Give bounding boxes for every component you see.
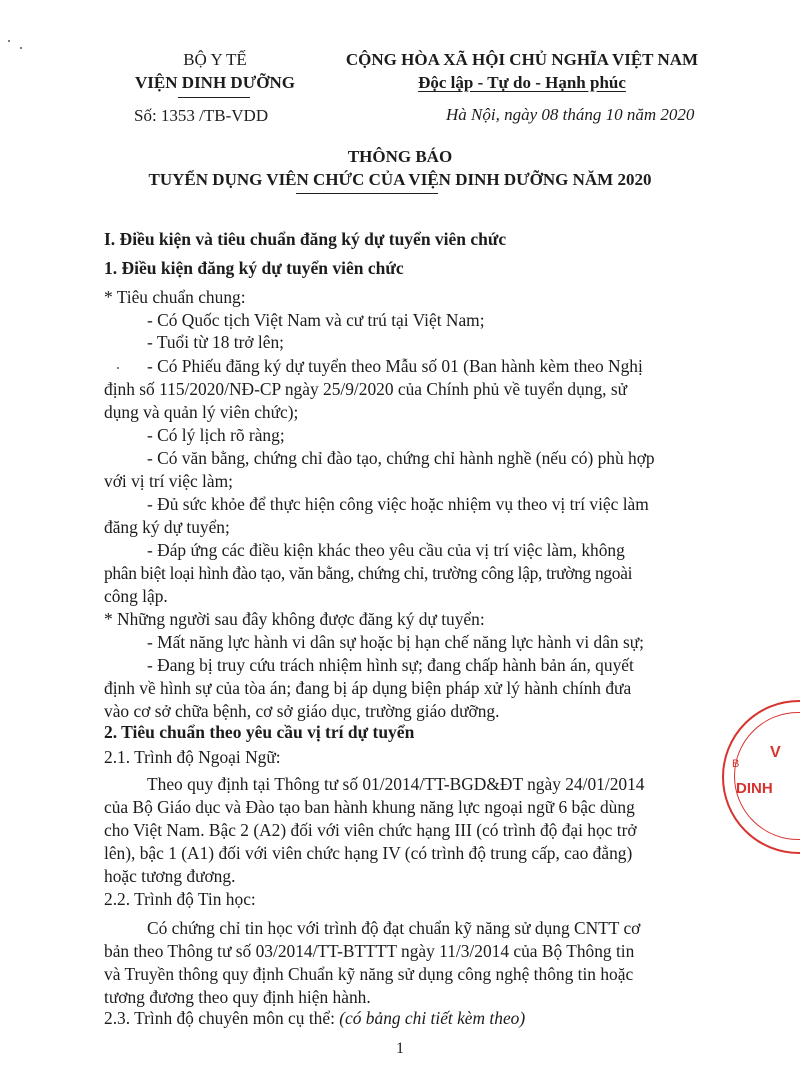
paragraph-line: - Tuổi từ 18 trở lên; bbox=[147, 332, 284, 352]
institute-underline bbox=[178, 97, 250, 98]
paragraph-line: 2.2. Trình độ Tin học: bbox=[104, 889, 256, 909]
subsection-heading-1: 1. Điều kiện đăng ký dự tuyển viên chức bbox=[104, 258, 404, 278]
paragraph-line: công lập. bbox=[104, 586, 168, 606]
scan-speck bbox=[117, 367, 119, 369]
notice-title: THÔNG BÁO bbox=[347, 147, 453, 166]
paragraph-line: của Bộ Giáo dục và Đào tạo ban hành khung năng lực ngoại ngữ 6 bậc dùng bbox=[104, 797, 635, 817]
paragraph-line: hoặc tương đương. bbox=[104, 866, 236, 886]
notice-subtitle: TUYỂN DỤNG VIÊN CHỨC CỦA VIỆN DINH DƯỠNG NĂM 2020 bbox=[148, 170, 652, 189]
paragraph-line: - Đáp ứng các điều kiện khác theo yêu cầu của vị trí việc làm, không bbox=[147, 540, 625, 560]
stamp-inner-ring bbox=[734, 712, 800, 840]
paragraph-line: và Truyền thông quy định Chuẩn kỹ năng sử dụng công nghệ thông tin hoặc bbox=[104, 964, 634, 984]
paragraph-line: định số 115/2020/NĐ-CP ngày 25/9/2020 của Chính phủ về tuyển dụng, sử bbox=[104, 379, 628, 399]
paragraph-line: * Tiêu chuẩn chung: bbox=[104, 287, 246, 307]
title-underline bbox=[296, 193, 438, 194]
paragraph-line: * Những người sau đây không được đăng ký dự tuyển: bbox=[104, 609, 485, 629]
official-stamp bbox=[722, 700, 800, 854]
paragraph-line: - Mất năng lực hành vi dân sự hoặc bị hạn chế năng lực hành vi dân sự; bbox=[147, 632, 644, 652]
paragraph-line: đăng ký dự tuyển; bbox=[104, 517, 230, 537]
paragraph-line: lên), bậc 1 (A1) đối với viên chức hạng IV (có trình độ trung cấp, cao đẳng) bbox=[104, 843, 633, 863]
subsection-heading-2: 2. Tiêu chuẩn theo yêu cầu vị trí dự tuyển bbox=[104, 722, 415, 742]
country-name: CỘNG HÒA XÃ HỘI CHỦ NGHĨA VIỆT NAM bbox=[345, 50, 699, 69]
section-heading-1: I. Điều kiện và tiêu chuẩn đăng ký dự tuyển viên chức bbox=[104, 229, 507, 249]
paragraph-line: vào cơ sở chữa bệnh, cơ sở giáo dục, trường giáo dưỡng. bbox=[104, 701, 500, 721]
paragraph-line: - Có Phiếu đăng ký dự tuyển theo Mẫu số 01 (Ban hành kèm theo Nghị bbox=[147, 356, 643, 376]
stamp-letter-left: B bbox=[732, 758, 740, 770]
paragraph-line: Có chứng chỉ tin học với trình độ đạt chuẩn kỹ năng sử dụng CNTT cơ bbox=[147, 918, 641, 938]
paragraph-line bbox=[104, 1008, 525, 1029]
subsection-label: 2.3. Trình độ chuyên môn cụ thể: bbox=[104, 1008, 340, 1028]
page-number: 1 bbox=[396, 1040, 404, 1057]
paragraph-line: với vị trí việc làm; bbox=[104, 471, 233, 491]
paragraph-line: phân biệt loại hình đào tạo, văn bằng, chứng chỉ, trường công lập, trường ngoài bbox=[104, 563, 633, 583]
paragraph-line: - Đang bị truy cứu trách nhiệm hình sự; đang chấp hành bản án, quyết bbox=[147, 655, 634, 675]
ministry-name: BỘ Y TẾ bbox=[183, 50, 247, 69]
paragraph-line: - Có lý lịch rõ ràng; bbox=[147, 425, 285, 445]
paragraph-line: định về hình sự của tòa án; đang bị áp dụng biện pháp xử lý hành chính đưa bbox=[104, 678, 632, 698]
paragraph-line: dụng và quản lý viên chức); bbox=[104, 402, 299, 422]
stamp-text-middle: DINH bbox=[736, 780, 773, 797]
paragraph-line: - Có Quốc tịch Việt Nam và cư trú tại Việt Nam; bbox=[147, 310, 485, 330]
scan-speck bbox=[8, 40, 10, 42]
scan-speck bbox=[20, 47, 22, 49]
paragraph-line: bản theo Thông tư số 03/2014/TT-BTTTT ngày 11/3/2014 của Bộ Thông tin bbox=[104, 941, 635, 961]
national-motto: Độc lập - Tự do - Hạnh phúc bbox=[418, 73, 626, 92]
institute-name: VIỆN DINH DƯỠNG bbox=[135, 73, 295, 92]
paragraph-line: 2.1. Trình độ Ngoại Ngữ: bbox=[104, 747, 281, 767]
paragraph-line: Theo quy định tại Thông tư số 01/2014/TT-BGD&ĐT ngày 24/01/2014 bbox=[147, 774, 645, 794]
paragraph-line: cho Việt Nam. Bậc 2 (A2) đối với viên chức hạng III (có trình độ đại học trở bbox=[104, 820, 637, 840]
attachment-note: (có bảng chi tiết kèm theo) bbox=[339, 1008, 526, 1028]
paragraph-line: - Có văn bằng, chứng chỉ đào tạo, chứng chỉ hành nghề (nếu có) phù hợp bbox=[147, 448, 655, 468]
document-number: Số: 1353 /TB-VDD bbox=[134, 106, 269, 125]
place-and-date: Hà Nội, ngày 08 tháng 10 năm 2020 bbox=[446, 105, 695, 124]
paragraph-line: tương đương theo quy định hiện hành. bbox=[104, 987, 371, 1007]
paragraph-line: - Đủ sức khỏe để thực hiện công việc hoặc nhiệm vụ theo vị trí việc làm bbox=[147, 494, 649, 514]
stamp-letter-top: V bbox=[770, 744, 781, 761]
